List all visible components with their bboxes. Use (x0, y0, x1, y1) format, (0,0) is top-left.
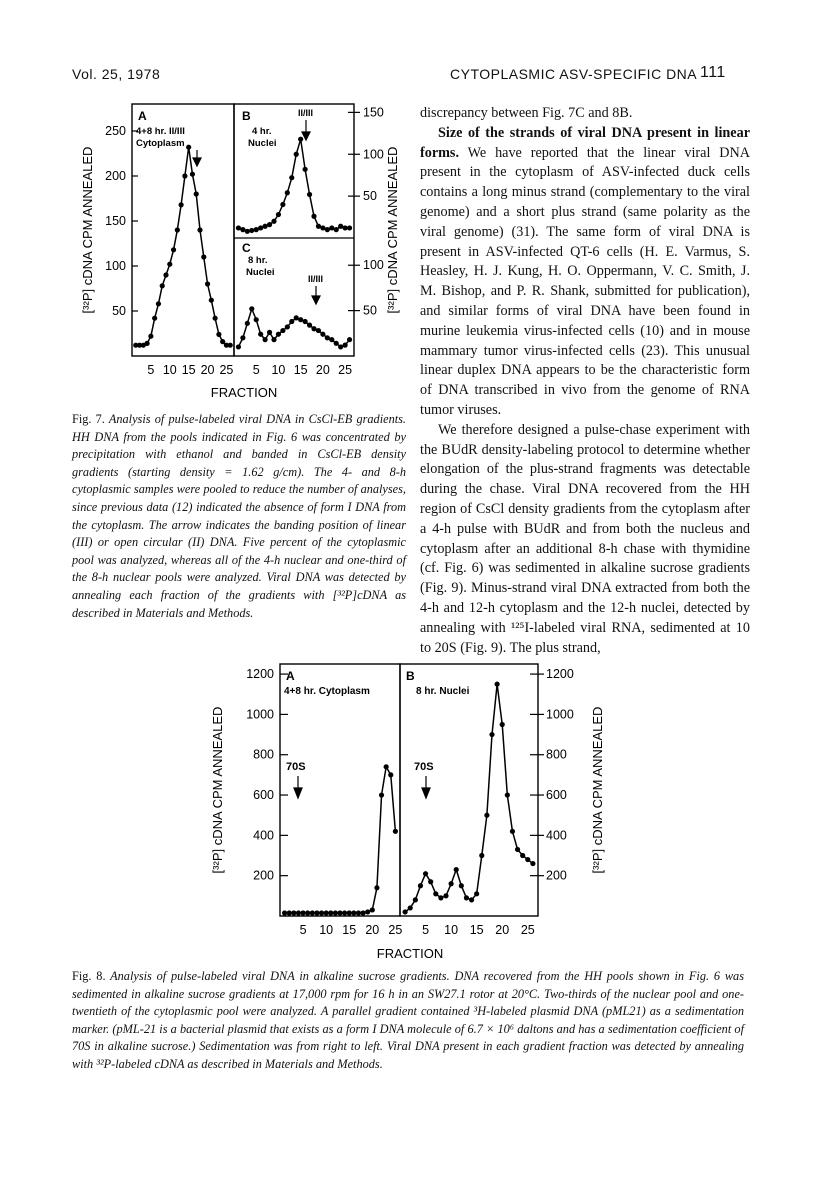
data-point (163, 272, 168, 277)
data-point (179, 202, 184, 207)
fig7-xtick-a: 25 (219, 363, 234, 377)
data-point (320, 225, 325, 230)
data-point (213, 316, 218, 321)
data-point (500, 722, 505, 727)
data-point (263, 224, 268, 229)
fig7-xtick-a: 5 (147, 363, 155, 377)
data-point (433, 891, 438, 896)
body-paragraph-3: We therefore designed a pulse-chase experiment with the BUdR density-labeling protocol to determine whether elongation of the plus-strand fragments was detectable during the chase. Viral DNA recovered from the HH region of CsCl density gradients from the cytoplasm after a 4-h pulse with BUdR and from both the nucleus and cytoplasm after an additional 8-h chase with thymidine (cf. Fig. 6) was sedimented in alkaline sucrose gradients (Fig. 9). Minus-strand viral DNA extracted from both the 4-h and 12-h cytoplasm and the 12-h nuclei, detected by annealing with ¹²⁵I-labeled viral RNA, sedimented at 10 to 20S (Fig. 9). The plus strand, (420, 421, 750, 656)
data-point (307, 192, 312, 197)
fig8-panel-b-title: 8 hr. Nuclei (416, 686, 470, 697)
data-point (329, 337, 334, 342)
data-point (316, 224, 321, 229)
data-point (167, 262, 172, 267)
fig8-ytick-left: 1000 (246, 707, 274, 722)
data-point (303, 167, 308, 172)
data-point (175, 227, 180, 232)
data-point (443, 893, 448, 898)
data-point (484, 813, 489, 818)
fig8-xtick-b: 15 (469, 923, 484, 937)
body-paragraph-2-text: We have reported that the linear viral DNA present in the cytoplasm of ASV-infected duck cells contains a long minus strand (complementary to the viral genome) and a short plus strand (same polarity as the viral genome) (31). The same form of viral DNA is present in ASV-infected QT-6 cells (H. E. Varmus, S. Heasley, H. J. Kung, H. O. Oppermann, V. C. Smith, J. M. Bishop, and P. R. Shank, submitted for publication), and similar forms of viral DNA have been found in murine leukemia virus-infected cells (10) and in mouse mammary tumor virus-infected cells (23). This unusual linear duplex DNA appears to be the characteristic form of DNA transcribed in vivo from the genome of RNA tumor viruses. (420, 144, 750, 418)
data-point (479, 853, 484, 858)
fig8-marker-b: 70S (414, 761, 434, 773)
data-point (325, 335, 330, 340)
data-point (291, 910, 296, 915)
data-point (245, 321, 250, 326)
body-paragraph-1: discrepancy between Fig. 7C and 8B. (420, 105, 633, 121)
fig8-xtick-a: 25 (388, 923, 403, 937)
fig7-ytick-right-b: 150 (363, 105, 384, 120)
data-point (289, 175, 294, 180)
data-point (240, 227, 245, 232)
data-point (267, 330, 272, 335)
fig7-ylabel-left: [³²P] cDNA CPM ANNEALED (80, 146, 95, 314)
data-point (525, 857, 530, 862)
data-point (325, 227, 330, 232)
figure-7-chart (72, 100, 412, 405)
fig8-series (282, 682, 535, 916)
data-point (370, 907, 375, 912)
data-point (343, 225, 348, 230)
fig7-ytick-right-c: 50 (363, 303, 377, 318)
fig7-xtick-b: 15 (293, 363, 308, 377)
body-text-column (420, 104, 750, 658)
data-point (329, 225, 334, 230)
fig7-panel-b-title2: Nuclei (248, 138, 277, 149)
fig8-xtick-b: 10 (444, 923, 459, 937)
running-header-left: Vol. 25, 1978 (72, 66, 161, 82)
data-point (351, 910, 356, 915)
fig7-xtick-b: 5 (252, 363, 260, 377)
fig7-ytick-left: 150 (105, 214, 126, 228)
data-point (438, 895, 443, 900)
data-point (296, 910, 301, 915)
data-point (474, 891, 479, 896)
fig7-panel-b-label: B (242, 109, 251, 123)
data-point (220, 339, 225, 344)
fig8-xtick-a: 5 (299, 923, 307, 937)
data-point (342, 910, 347, 915)
data-point (148, 334, 153, 339)
fig8-xtick-a: 15 (342, 923, 357, 937)
fig8-panel-b-frame (400, 664, 538, 916)
fig8-xtick-b: 25 (520, 923, 535, 937)
data-point (423, 871, 428, 876)
fig7-panel-a-title1: 4+8 hr. II/III (136, 126, 185, 137)
data-point (228, 343, 233, 348)
data-point (160, 283, 165, 288)
fig8-ytick-left: 1200 (246, 667, 274, 682)
data-point (510, 829, 515, 834)
fig8-ytick-right: 1200 (546, 667, 574, 682)
data-point (280, 202, 285, 207)
fig7-panel-b-title1: 4 hr. (252, 126, 272, 137)
fig7-panel-a-label: A (138, 109, 147, 123)
data-point (254, 227, 259, 232)
running-header-title: CYTOPLASMIC ASV-SPECIFIC DNA (450, 66, 698, 82)
data-point (307, 323, 312, 328)
data-point (171, 247, 176, 252)
data-point (413, 897, 418, 902)
data-point (515, 847, 520, 852)
fig7-ytick-left: 100 (105, 259, 126, 273)
fig8-caption-text: Analysis of pulse-labeled viral DNA in alkaline sucrose gradients. DNA recovered from the HH pools shown in Fig. 6 was sedimented in alkaline sucrose gradients at 17,000 rpm for 16 h in an SW27.1 rotor at 20°C. Two-thirds of the nuclear pool and one-twentieth of the cytoplasmic pool were analyzed. A parallel gradient contained ³H-labeled plasmid DNA (pML21) as a sedimentation marker. (pML-21 is a bacterial plasmid that exists as a form I DNA molecule of 6.7 × 10⁶ daltons and has a sedimentation coefficient of 70S in alkaline sucrose.) Sedimentation was from right to left. Viral DNA present in each gradient fraction was detected by annealing with ³²P-labeled cDNA as described in Materials and Methods. (72, 969, 744, 1071)
data-point (403, 909, 408, 914)
fig8-ticks (246, 667, 574, 937)
data-point (236, 225, 241, 230)
fig8-xtick-b: 20 (495, 923, 510, 937)
fig8-xlabel: FRACTION (376, 946, 444, 961)
data-point (334, 227, 339, 232)
data-point (365, 909, 370, 914)
fig8-caption (72, 968, 744, 1074)
data-point (319, 910, 324, 915)
fig8-xtick-b: 5 (422, 923, 430, 937)
data-point (338, 224, 343, 229)
data-point (428, 879, 433, 884)
fig8-ytick-right: 200 (546, 868, 567, 883)
data-point (298, 317, 303, 322)
data-point (384, 764, 389, 769)
fig8-ytick-right: 1000 (546, 707, 574, 722)
data-point (311, 214, 316, 219)
data-point (276, 332, 281, 337)
data-point (236, 344, 241, 349)
fig7-xtick-a: 15 (181, 363, 196, 377)
data-point (469, 897, 474, 902)
fig7-caption-lead: Fig. 7. (72, 412, 105, 426)
series-line-8b (405, 684, 533, 912)
data-point (310, 910, 315, 915)
data-point (289, 319, 294, 324)
data-point (520, 853, 525, 858)
data-point (258, 332, 263, 337)
fig7-panel-c-title1: 8 hr. (248, 255, 268, 266)
data-point (282, 910, 287, 915)
data-point (324, 910, 329, 915)
data-point (294, 152, 299, 157)
data-point (152, 316, 157, 321)
data-point (356, 910, 361, 915)
fig7-ylabel-right: [³²P] cDNA CPM ANNEALED (385, 146, 400, 314)
fig7-ytick-right-b: 50 (363, 189, 377, 204)
data-point (347, 225, 352, 230)
fig7-ytick-right-c: 100 (363, 258, 384, 273)
data-point (418, 883, 423, 888)
figure-8-chart (200, 660, 620, 962)
data-point (271, 219, 276, 224)
data-point (459, 883, 464, 888)
fig8-marker-a: 70S (286, 761, 306, 773)
fig8-panel-a-label: A (286, 669, 295, 683)
data-point (320, 332, 325, 337)
data-point (337, 910, 342, 915)
data-point (240, 335, 245, 340)
fig8-ylabel-right: [³²P] cDNA CPM ANNEALED (590, 706, 605, 874)
data-point (347, 910, 352, 915)
data-point (182, 173, 187, 178)
fig7-panel-c-label: C (242, 241, 251, 255)
data-point (316, 328, 321, 333)
data-point (190, 172, 195, 177)
fig7-caption-text: Analysis of pulse-labeled viral DNA in CsCl-EB gradients. HH DNA from the pools indicated in Fig. 6 was concentrated by precipitation with ethanol and banded in CsCl-EB density gradients (starting density = 1.62 g/cm). The 4- and 8-h cytoplasmic samples were pooled to reduce the number of analyses, since previous data (12) indicated the absence of form I DNA from the cytoplasm. The arrow indicates the banding position of linear (III) or open circular (II) DNA. Five percent of the cytoplasmic pool was analyzed, whereas all of the 4-h nuclear and one-third of the 8-h nuclear pools were analyzed. Viral DNA was detected by annealing each fraction of the gradients with [³²P]cDNA as described in Materials and Methods. (72, 412, 407, 620)
fig8-ytick-left: 600 (253, 788, 274, 803)
fig7-ytick-left: 50 (112, 304, 126, 318)
data-point (245, 229, 250, 234)
data-point (194, 191, 199, 196)
data-point (303, 319, 308, 324)
data-point (464, 895, 469, 900)
data-point (379, 792, 384, 797)
fig7-panel-b-marker: II/III (298, 108, 314, 118)
data-point (298, 137, 303, 142)
data-point (388, 772, 393, 777)
data-point (249, 228, 254, 233)
data-point (258, 225, 263, 230)
data-point (294, 315, 299, 320)
data-point (314, 910, 319, 915)
fig7-xtick-a: 10 (162, 363, 177, 377)
data-point (449, 881, 454, 886)
fig8-xtick-a: 20 (365, 923, 380, 937)
data-point (201, 254, 206, 259)
data-point (300, 910, 305, 915)
data-point (156, 301, 161, 306)
data-point (334, 341, 339, 346)
fig8-panel-b-label: B (406, 669, 415, 683)
data-point (287, 910, 292, 915)
fig8-ytick-left: 800 (253, 747, 274, 762)
fig8-arrows (294, 776, 430, 798)
fig7-ytick-left: 200 (105, 169, 126, 183)
data-point (285, 190, 290, 195)
data-point (216, 332, 221, 337)
data-point (343, 343, 348, 348)
fig7-xtick-a: 20 (200, 363, 215, 377)
fig7-xtick-b: 10 (271, 363, 286, 377)
data-point (495, 682, 500, 687)
fig8-ytick-right: 800 (546, 747, 567, 762)
fig7-xlabel: FRACTION (210, 385, 278, 400)
data-point (347, 337, 352, 342)
data-point (254, 317, 259, 322)
data-point (186, 145, 191, 150)
data-point (197, 227, 202, 232)
data-point (205, 281, 210, 286)
data-point (280, 328, 285, 333)
data-point (145, 341, 150, 346)
fig8-ytick-left: 400 (253, 828, 274, 843)
fig8-ytick-left: 200 (253, 868, 274, 883)
data-point (333, 910, 338, 915)
data-point (393, 829, 398, 834)
fig8-caption-lead: Fig. 8. (72, 969, 106, 983)
data-point (530, 861, 535, 866)
fig8-panel-a-title: 4+8 hr. Cytoplasm (284, 686, 370, 697)
data-point (374, 885, 379, 890)
fig8-ytick-right: 400 (546, 828, 567, 843)
data-point (263, 337, 268, 342)
page-number: 111 (700, 64, 726, 81)
fig8-ylabel-left: [³²P] cDNA CPM ANNEALED (210, 706, 225, 874)
data-point (454, 867, 459, 872)
data-point (209, 298, 214, 303)
body-paragraph-2 (420, 124, 750, 421)
section-title: Size of the strands of viral DNA present in linear forms. (420, 124, 750, 161)
data-point (267, 222, 272, 227)
data-point (408, 905, 413, 910)
data-point (338, 344, 343, 349)
data-point (311, 326, 316, 331)
data-point (360, 910, 365, 915)
data-point (305, 910, 310, 915)
fig7-panel-a-title2: Cytoplasm (136, 138, 185, 149)
data-point (276, 212, 281, 217)
data-point (285, 324, 290, 329)
fig7-ytick-right-b: 100 (363, 147, 384, 162)
data-point (489, 732, 494, 737)
fig8-xtick-a: 10 (319, 923, 334, 937)
fig7-panel-c-title2: Nuclei (246, 267, 275, 278)
data-point (249, 306, 254, 311)
data-point (505, 792, 510, 797)
fig7-panel-c-marker: II/III (308, 274, 324, 284)
fig7-xtick-b: 20 (315, 363, 330, 377)
fig7-caption (72, 411, 406, 622)
fig7-xtick-b: 25 (338, 363, 353, 377)
data-point (271, 337, 276, 342)
data-point (328, 910, 333, 915)
fig8-ytick-right: 600 (546, 788, 567, 803)
fig7-ytick-left: 250 (105, 124, 126, 138)
